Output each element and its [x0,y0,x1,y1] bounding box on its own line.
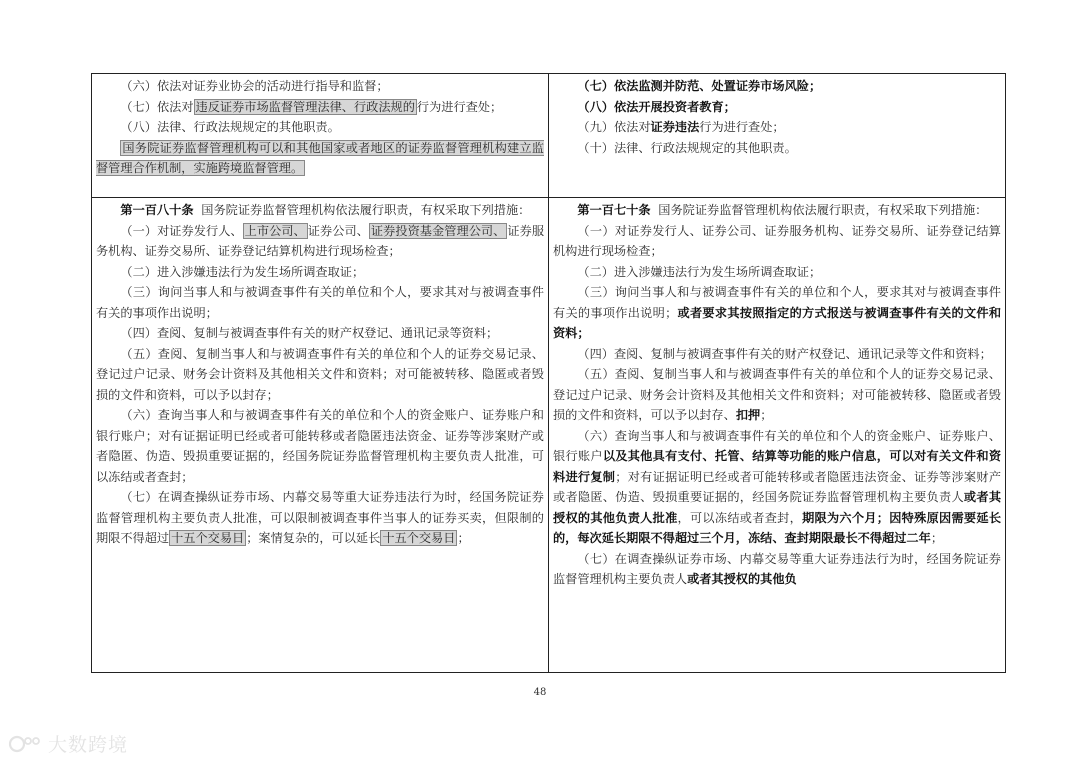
clause-line: （十）法律、行政法规规定的其他职责。 [577,140,797,155]
row1-left-cell [92,74,549,198]
clause-list [96,221,544,549]
clause-text: ，可以冻结或者查封， [677,510,803,525]
clause-text: （五）查阅、复制当事人和与被调查事件有关的单位和个人的证券交易记录、登记过户记录、财务会计资料及其他相关文件和资料；对可能被转移、隐匿或者毁损的文件和资料，可以予以封存； [96,346,544,402]
bold-change: 或者要求其按照指定的方式报送与被调查事件有关的文件和资料； [553,305,1002,340]
clause-text: 证券服务机构、证券交易所、证券登记结算机构进行现场检查； [96,223,545,258]
bold-change: 证券违法 [650,120,700,134]
clause-text: （三）询问当事人和与被调查事件有关的单位和个人，要求其对与被调查事件有关的事项作出说明； [96,285,544,320]
bold-change: 或者其授权的其他负责人批准 [553,490,1002,525]
clause-line: （七）依法对 违反证券市场监督管理法律、行政法规的 行为进行查处； [120,99,503,114]
bold-change: 扣押 [735,408,761,422]
clause-text: （四）查阅、复制与被调查事件有关的财产权登记、通讯记录等文件和资料； [577,346,992,361]
clause-text: （七）在调查操纵证券市场、内幕交易等重大证券违法行为时，经国务院证券监督管理机构主要负责人批准，可以限制被调查事件当事人的证券买卖，但限制的期限不得超过 [96,490,544,545]
bold-change: 或者其授权的其他负 [687,572,797,586]
clause-text: ； [457,531,470,545]
row2-left-cell [92,198,549,673]
highlight-mark: 违反证券市场监督管理法律、行政法规的 [195,99,415,114]
clause-line [553,76,1001,97]
clause-text: ；对有证据证明已经或者可能转移或者隐匿违法资金、证券等涉案财产或者隐匿、伪造、毁损重要证据的，经国务院证券监督管理机构主要负责人 [553,469,1002,504]
article-number: 第一百七十条 [577,203,651,217]
clause-text: （五）查阅、复制当事人和与被调查事件有关的单位和个人的证券交易记录、登记过户记录、财务会计资料及其他相关文件和资料；对可能被转移、隐匿或者毁损的文件和资料，可以予以封存、 [553,367,1001,422]
clause-item [96,221,544,262]
clause-line: （六）依法对证券业协会的活动进行指导和监督； [120,79,389,93]
article-number: 第一百八十条 [120,203,194,217]
clause-line: （九）依法对证券违法行为进行查处； [577,120,785,134]
clause-text: （二）进入涉嫌违法行为发生场所调查取证； [120,264,365,279]
clause-item [553,221,1001,262]
clause-list [553,221,1001,590]
watermark-text: 大数跨境 [48,734,129,756]
clause-text: ； [930,531,943,545]
highlight-mark: 上市公司、 [244,223,306,238]
clause-item [553,364,1001,426]
clause-text: ；案情复杂的，可以延长 [246,531,381,545]
article-heading: 第一百八十条 国务院证券监督管理机构依法履行职责，有权采取下列措施： [120,203,531,217]
clause-item [96,262,544,283]
bold-change: （八）依法开展投资者教育； [577,99,736,114]
clause-item [553,344,1001,365]
clause-item [96,323,544,344]
clause-line: （八）法律、行政法规规定的其他职责。 [120,120,340,134]
page-number: 48 [533,687,547,698]
clause-item [553,549,1001,590]
bold-change: （七）依法监测并防范、处置证券市场风险； [577,79,822,93]
bold-change: 期限为六个月；因特殊原因需要延长的，每次延长期限不得超过三个月，冻结、查封期限最长不得超过二年 [553,510,1002,545]
watermark [8,730,128,757]
row2-right-cell [549,198,1006,673]
clause-item [553,262,1001,283]
clause-item [96,487,544,549]
clause-text: （三）询问当事人和与被调查事件有关的单位和个人，要求其对与被调查事件有关的事项作出说明； [553,285,1001,320]
clause-text: （一）对证券发行人、证券公司、证券服务机构、证券交易所、证券登记结算机构进行现场检查； [553,223,1001,258]
table-row [92,74,1006,198]
clause-text: （六）查询当事人和与被调查事件有关的单位和个人的资金账户、证券账户、银行账户 [553,428,1001,463]
highlight-mark: 十五个交易日 [171,531,245,545]
highlight-mark: 十五个交易日 [382,531,456,545]
clause-item [553,426,1001,549]
row1-right-cell [549,74,1006,198]
clause-text: （四）查阅、复制与被调查事件有关的财产权登记、通讯记录等资料； [120,326,499,340]
clause-item [96,405,544,487]
clause-line [96,138,544,179]
clause-item [553,282,1001,344]
clause-text: （七）在调查操纵证券市场、内幕交易等重大证券违法行为时，经国务院证券监督管理机构主要负责人 [553,551,1001,586]
clause-text: 证券公司、 [307,223,369,238]
clause-item [96,344,544,406]
clause-item [96,282,544,323]
highlight-mark: 国务院证券监督管理机构可以和其他国家或者地区的证券监督管理机构建立监督管理合作机制，实施跨境监督管理。 [96,140,544,175]
clause-text: （一）对证券发行人、 [120,223,243,238]
bold-change: 以及其他具有支付、托管、结算等功能的账户信息，可以对有关文件和资料进行复制 [553,449,1002,484]
watermark-logo-icon [8,733,44,755]
clause-text: ； [760,408,773,422]
table-row [92,198,1006,673]
article-heading: 第一百七十条 国务院证券监督管理机构依法履行职责，有权采取下列措施： [577,203,988,217]
highlight-mark: 证券投资基金管理公司、 [370,223,506,238]
clause-line [553,97,1001,118]
comparison-table [91,73,1006,673]
clause-text: （六）查询当事人和与被调查事件有关的单位和个人的资金账户、证券账户和银行账户；对有证据证明已经或者可能转移或者隐匿违法资金、证券等涉案财产或者隐匿、伪造、毁损重要证据的，经国务院证券监督管理机构主要负责人批准，可以冻结或者查封； [96,408,544,484]
clause-text: （二）进入涉嫌违法行为发生场所调查取证； [577,264,822,279]
